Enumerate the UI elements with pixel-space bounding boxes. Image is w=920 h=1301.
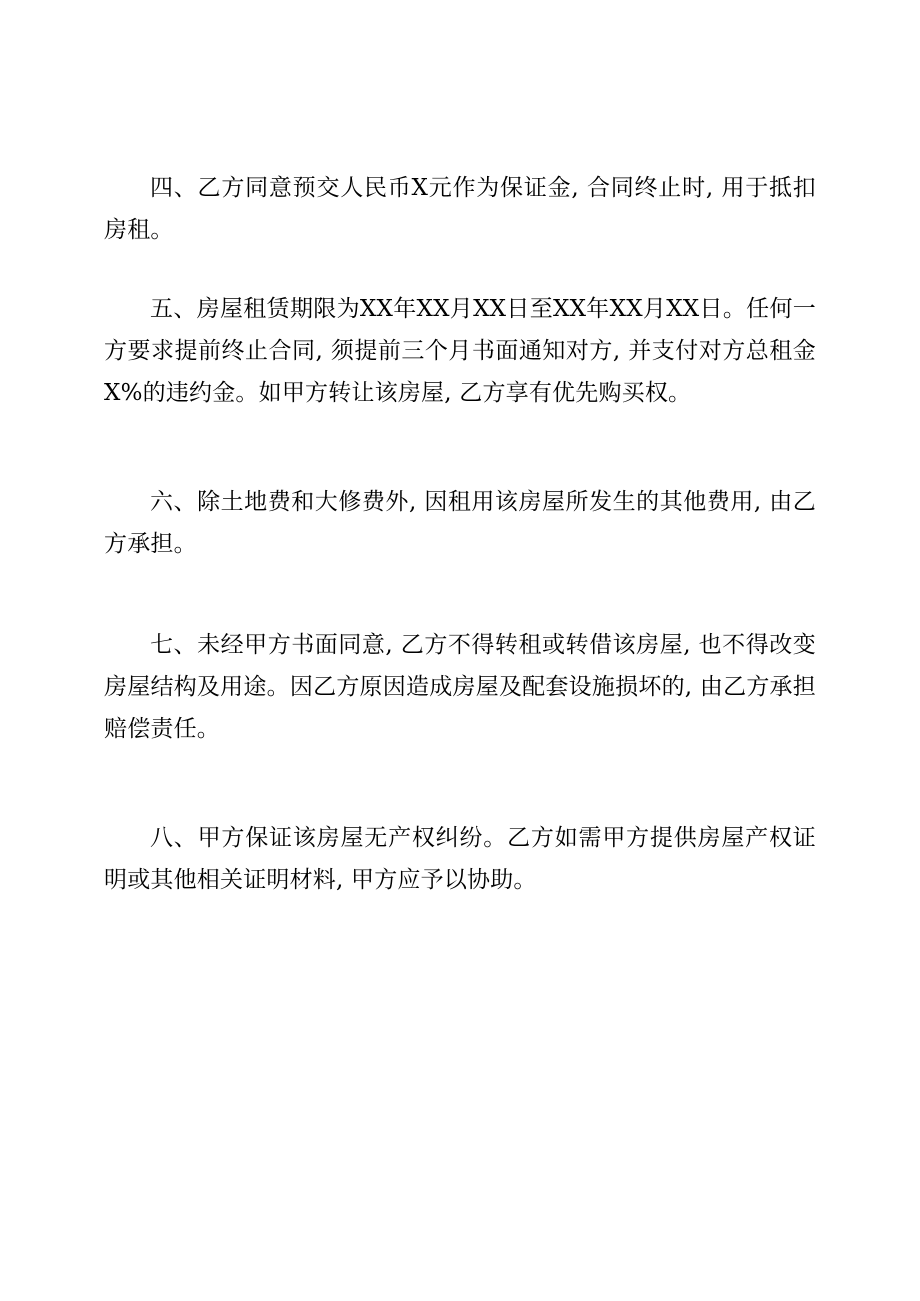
clause-6-paragraph: 六、除土地费和大修费外, 因租用该房屋所发生的其他费用, 由乙方承担。 [104, 489, 816, 557]
clause-8-paragraph: 八、甲方保证该房屋无产权纠纷。乙方如需甲方提供房屋产权证明或其他相关证明材料, 甲方应予以协助。 [104, 825, 816, 893]
clause-4-paragraph: 四、乙方同意预交人民币X元作为保证金, 合同终止时, 用于抵扣房租。 [104, 175, 816, 243]
clause-5-paragraph: 五、房屋租赁期限为XX年XX月XX日至XX年XX月XX日。任何一方要求提前终止合同, 须提前三个月书面通知对方, 并支付对方总租金X%的违约金。如甲方转让该房屋, 乙方享有优先购买权。 [104, 296, 816, 406]
clause-7-paragraph: 七、未经甲方书面同意, 乙方不得转租或转借该房屋, 也不得改变房屋结构及用途。因乙方原因造成房屋及配套设施损坏的, 由乙方承担赔偿责任。 [104, 632, 816, 742]
